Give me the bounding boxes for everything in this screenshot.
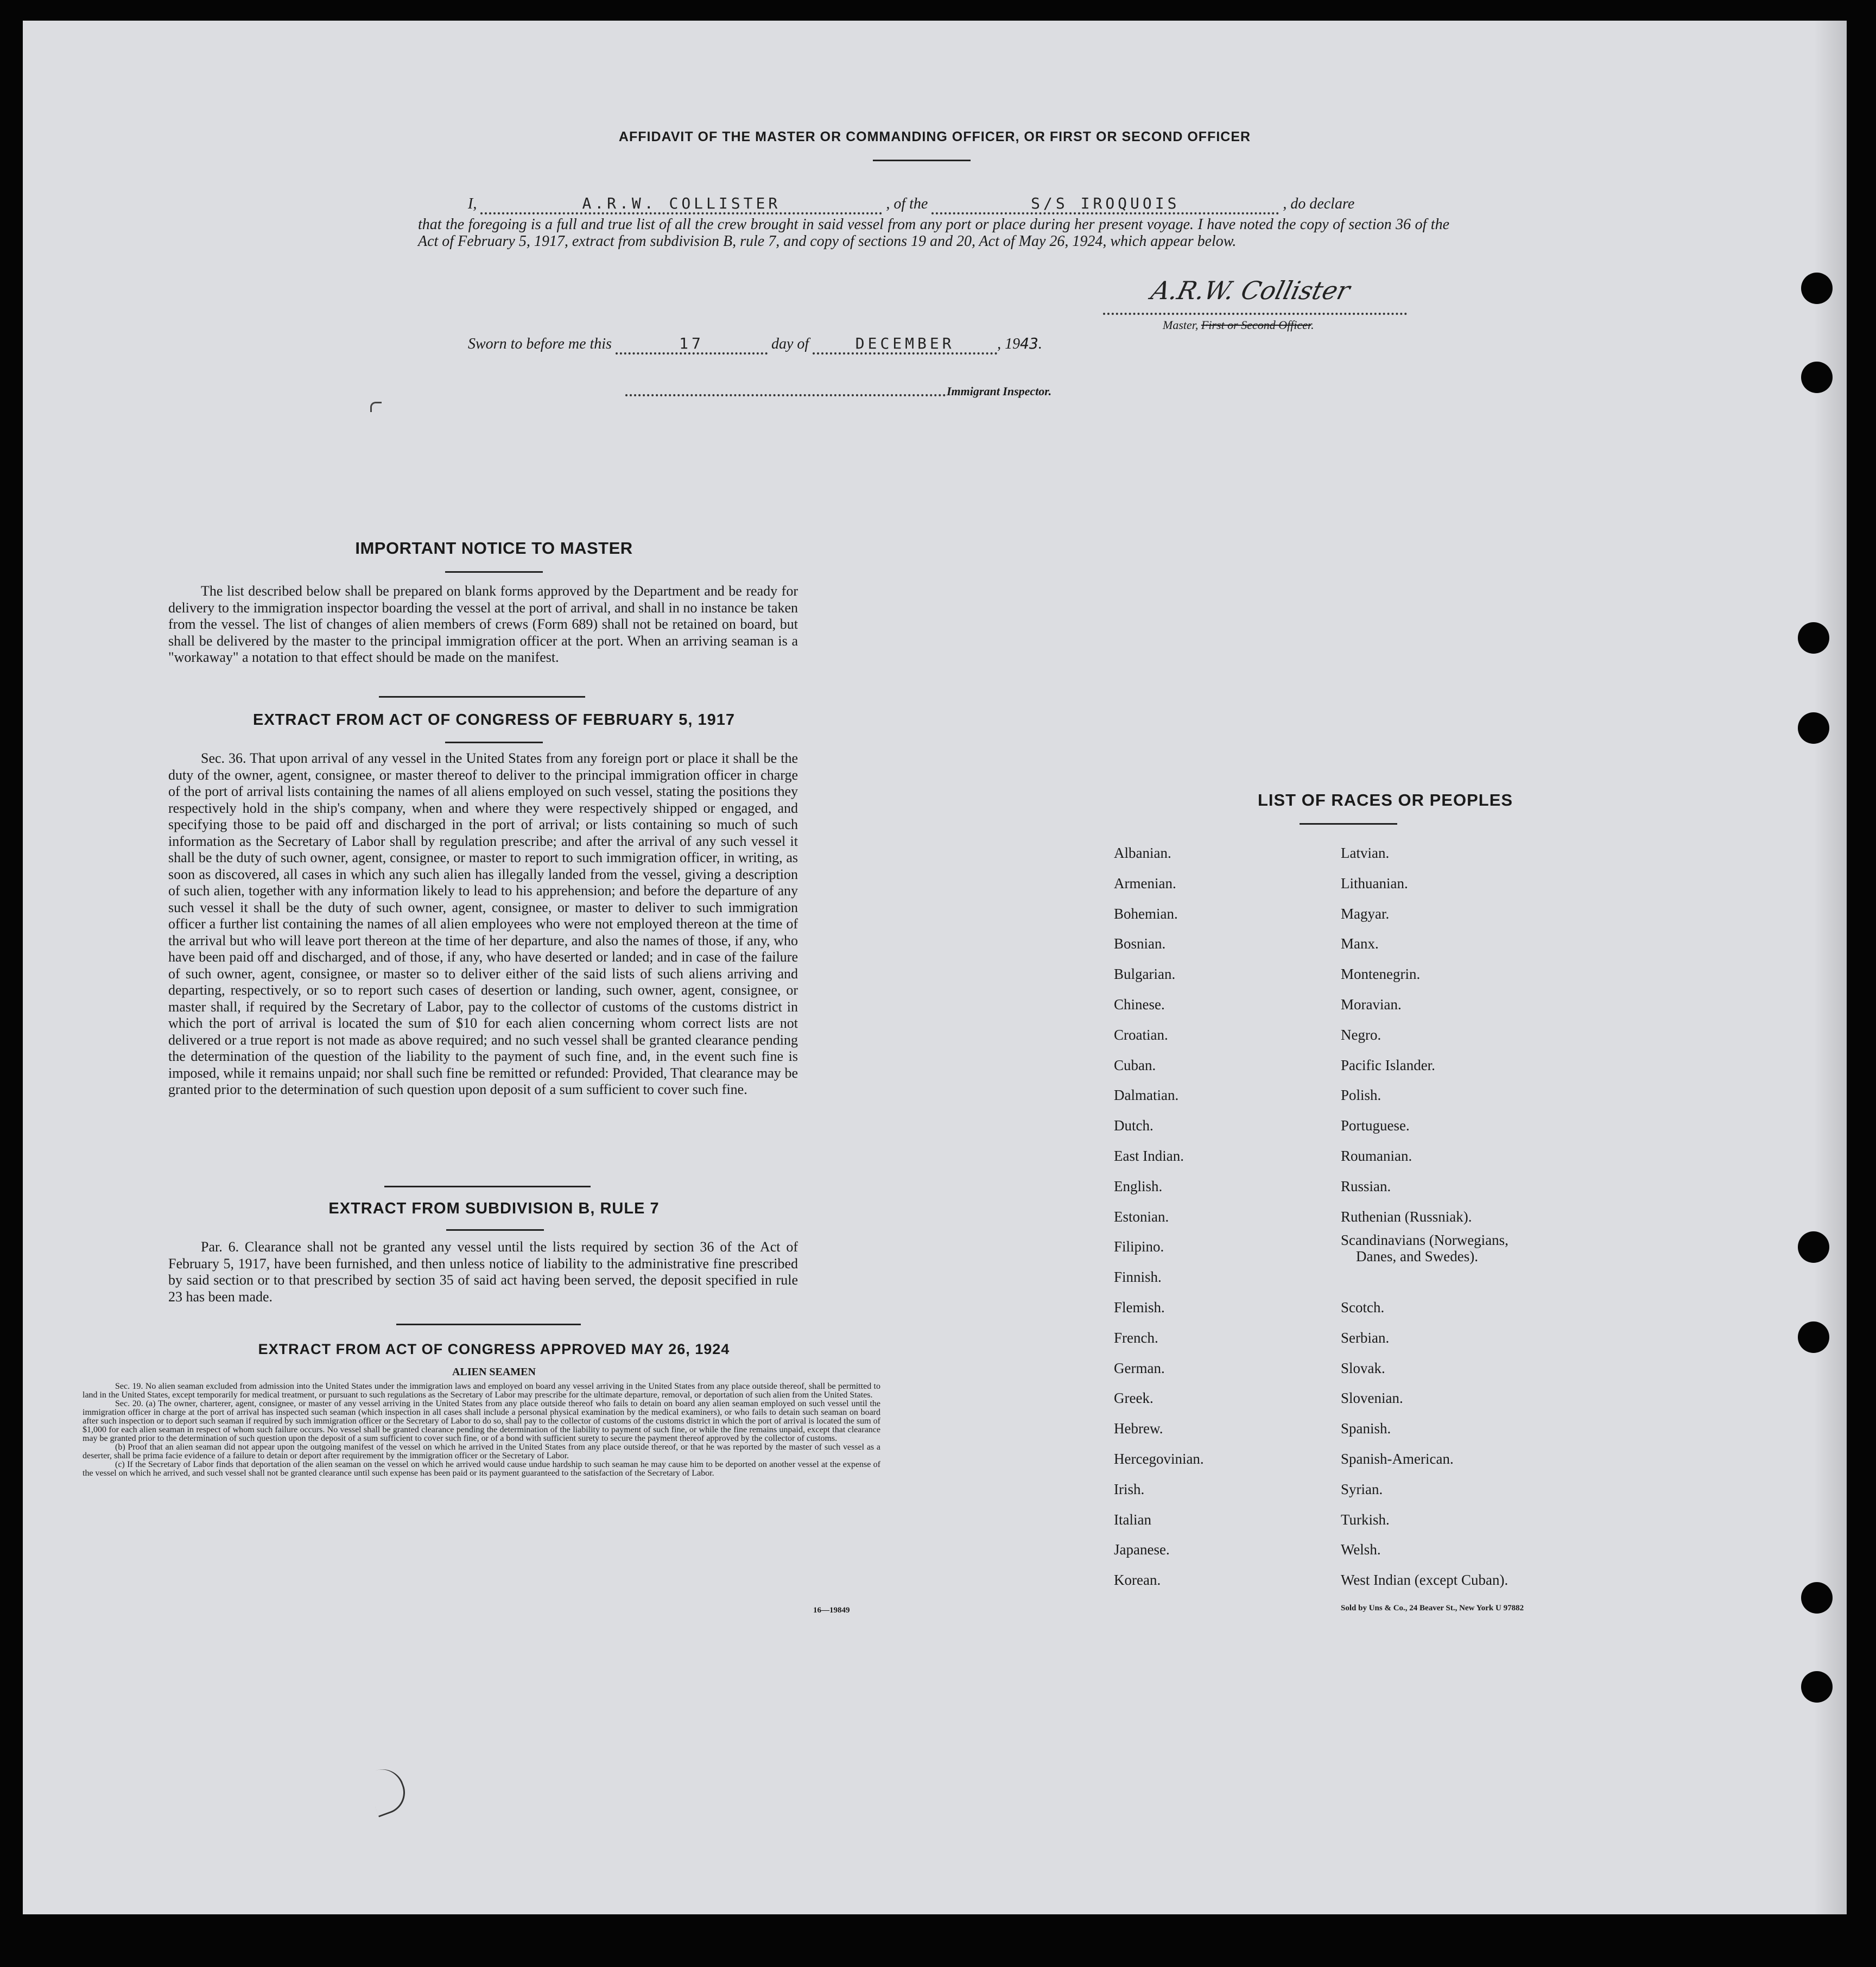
- race-item: Lithuanian.: [1341, 875, 1408, 891]
- race-item: Hebrew.: [1114, 1420, 1163, 1437]
- race-item: Finnish.: [1114, 1269, 1162, 1286]
- scan-mark: [370, 402, 382, 412]
- races-left-column: [1114, 838, 1320, 1596]
- races-title: LIST OF RACES OR PEOPLES: [1257, 790, 1513, 809]
- race-item: Dalmatian.: [1114, 1087, 1179, 1104]
- race-item: Bohemian.: [1114, 905, 1178, 922]
- notice-end-rule: [379, 696, 585, 698]
- signature-dotted-line: [1103, 313, 1407, 315]
- day-of-label: day of: [771, 336, 809, 352]
- race-item: Hercegovinian.: [1114, 1450, 1204, 1467]
- year-end: .: [1038, 336, 1042, 352]
- punch-hole: [1801, 1671, 1833, 1703]
- sec-20c-text: (c) If the Secretary of Labor finds that deportation of the alien seaman on the vessel on which he arrived would cause undue hardship to such seaman he may cause him to be deported on another vessel at the expense of the vessel on which he arrived, and such vessel shall not be granted clearance until such expense has been paid or its payment guaranteed to the satisfaction of the Secretary of Labor.: [83, 1460, 880, 1478]
- race-item: Croatian.: [1114, 1026, 1168, 1043]
- race-item: Serbian.: [1341, 1329, 1390, 1346]
- race-item: Spanish.: [1341, 1420, 1391, 1437]
- signature-caption: [1163, 318, 1314, 332]
- sec-20a-text: Sec. 20. (a) The owner, charterer, agent, consignee, or master of any vessel arriving in the United States from any place outside thereof who fails to detain on board any alien seaman employed on such vessel until the immigration officer in charge at the port of arrival has inspected such seaman (which inspection in all cases shall include a personal physical examination by the medical examiners), or who fails to detain such seaman on board after such inspection or to deport such seaman if required by such immigration officer or the Secretary of Labor to do so, shall pay to the collector of customs of the customs district in which the port of arrival is located the sum of $1,000 for each alien seaman in respect of whom such failure occurs. No vessel shall be granted clearance pending the determination of the liability to payment of such fine, or while the fine remains unpaid, except that clearance may be granted prior to the determination of such question upon the deposit of a sum sufficient to cover such fine, or of a bond with sufficient surety to secure the payment thereof approved by the collector of customs.: [83, 1399, 880, 1443]
- race-item: Korean.: [1114, 1572, 1161, 1589]
- race-item: Italian: [1114, 1511, 1151, 1528]
- signature-caption-end: .: [1311, 318, 1314, 332]
- race-item: English.: [1114, 1178, 1163, 1194]
- sec-19-text: Sec. 19. No alien seaman excluded from admission into the United States under the immigration laws and employed on board any vessel arriving in the United States from any place outside thereof, shall be permitted to land in the United States, except temporarily for medical treatment, or pursuant to such regulations as the Secretary of Labor may prescribe for the ultimate departure, removal, or deportation of such alien from the United States.: [83, 1382, 880, 1400]
- punch-hole: [1798, 622, 1829, 654]
- race-item: Polish.: [1341, 1087, 1381, 1104]
- punch-hole: [1798, 712, 1829, 744]
- extract-1917-end-rule: [384, 1186, 591, 1187]
- race-item: Portuguese.: [1341, 1117, 1410, 1134]
- scan-squiggle: [364, 1763, 411, 1818]
- race-item: Slovenian.: [1341, 1390, 1403, 1407]
- form-number: 16—19849: [813, 1606, 850, 1615]
- race-item: Moravian.: [1341, 996, 1402, 1013]
- races-right-column: [1341, 838, 1645, 1596]
- race-item: Estonian.: [1114, 1208, 1169, 1225]
- sworn-day-field[interactable]: 17: [616, 334, 768, 355]
- notice-title-rule: [445, 571, 543, 573]
- master-signature: A.R.W. Collister: [1148, 276, 1353, 305]
- subdivision-b-title-rule: [446, 1229, 544, 1231]
- race-item: Russian.: [1341, 1178, 1391, 1194]
- master-name-field[interactable]: A.R.W. COLLISTER: [480, 194, 882, 214]
- notice-title: IMPORTANT NOTICE TO MASTER: [355, 539, 633, 558]
- race-item: Spanish-American.: [1341, 1450, 1454, 1467]
- race-item: Greek.: [1114, 1390, 1154, 1407]
- inspector-caption: Immigrant Inspector.: [947, 384, 1052, 398]
- notice-text: The list described below shall be prepared on blank forms approved by the Department and be ready for delivery to the immigration inspector boarding the vessel at the port of arrival, and shall in no instance be taken from the vessel. The list of changes of alien members of crews (Form 689) shall not be retained on board, but shall be delivered by the master to the principal immigration officer at the port. When an arriving seaman is a "workaway" a notation to that effect should be made on the manifest.: [168, 583, 798, 665]
- subdivision-b-end-rule: [396, 1324, 581, 1325]
- races-title-rule: [1300, 823, 1397, 825]
- extract-1917-text: Sec. 36. That upon arrival of any vessel in the United States from any foreign port or place it shall be the duty of the owner, agent, consignee, or master thereof to deliver to the principal immigration officer in charge of the port of arrival lists containing the names of all aliens employed on such vessel, stating the positions they respectively hold in the ship's company, when and where they were respectively shipped or engaged, and specifying those to be paid off and discharged in the port of arrival; or lists containing so much of such information as the Secretary of Labor shall by regulation prescribe; and after the arrival of any such vessel it shall be the duty of such owner, agent, consignee, or master to report to such immigration officer, in writing, as soon as discovered, all cases in which any such alien has illegally landed from the vessel, giving a description of such alien, together with any information likely to lead to his apprehension; and before the departure of any such vessel it shall be the duty of such owner, agent, consignee, or master to deliver to such immigration officer a further list containing the names of all alien employees who were not employed thereon at the time of the arrival but who will leave port thereon at the time of her departure, and also the names of those, if any, who have been paid off and discharged, and of those, if any, who have deserted or landed; and in case of the failure of such owner, agent, consignee, or master so to deliver either of the said lists of such aliens arriving and departing, respectively, or so to report such cases of desertion or landing, such owner, agent, consignee, or master shall, if required by the Secretary of Labor, pay to the collector of customs of the customs district in which the port of arrival is located the sum of $10 for each alien concerning whom correct lists are not delivered or a true report is not made as above required; and no such vessel shall be granted clearance pending the determination of the question of the liability to the payment of such fine, and, in the event such fine is imposed, while it remains unpaid; nor shall such fine be remitted or refunded: Provided, That clearance may be granted prior to the determination of such question upon deposit of a sum sufficient to cover such fine.: [168, 750, 798, 1097]
- punch-hole: [1798, 1231, 1829, 1263]
- race-item: West Indian (except Cuban).: [1341, 1572, 1509, 1589]
- race-item: French.: [1114, 1329, 1158, 1346]
- extract-1924-body: [83, 1382, 880, 1478]
- race-item: Latvian.: [1341, 845, 1390, 861]
- sold-by-imprint: Sold by Uns & Co., 24 Beaver St., New York U 97882: [1341, 1604, 1524, 1612]
- extract-1924-title: EXTRACT FROM ACT OF CONGRESS APPROVED MAY 26, 1924: [258, 1341, 730, 1357]
- race-item: Manx.: [1341, 935, 1379, 952]
- race-item: Ruthenian (Russniak).: [1341, 1208, 1472, 1225]
- race-item: Slovak.: [1341, 1359, 1385, 1376]
- race-item: Magyar.: [1341, 905, 1390, 922]
- sworn-year-field[interactable]: 43: [1020, 334, 1038, 352]
- punch-hole: [1801, 273, 1833, 304]
- race-item: Japanese.: [1114, 1541, 1170, 1558]
- right-edge-shadow: [1814, 21, 1847, 1914]
- punch-hole: [1801, 1582, 1833, 1614]
- race-item: German.: [1114, 1359, 1165, 1376]
- subdivision-b-title: EXTRACT FROM SUBDIVISION B, RULE 7: [328, 1200, 660, 1217]
- race-item: Pacific Islander.: [1341, 1057, 1435, 1073]
- race-item: Filipino.: [1114, 1238, 1164, 1255]
- race-item: Danes, and Swedes).: [1356, 1248, 1478, 1265]
- race-item: Roumanian.: [1341, 1147, 1412, 1164]
- extract-1917-title-rule: [445, 742, 543, 743]
- sec-20b-text: (b) Proof that an alien seaman did not appear upon the outgoing manifest of the vessel on which he arrived in the United States from any place outside thereof, or that he was reported by the master of such vessel as a deserter, shall be prima facie evidence of a failure to detain or deport after requirement by the immigration officer or the Secretary of Labor.: [83, 1443, 880, 1460]
- punch-hole: [1801, 362, 1833, 393]
- affidavit-title: AFFIDAVIT OF THE MASTER OR COMMANDING OFFICER, OR FIRST OR SECOND OFFICER: [618, 129, 1251, 144]
- race-item: Negro.: [1341, 1026, 1381, 1043]
- punch-hole: [1798, 1321, 1829, 1353]
- race-item: Flemish.: [1114, 1299, 1165, 1315]
- affidavit-title-rule: [873, 160, 971, 161]
- alien-seamen-subtitle: ALIEN SEAMEN: [452, 1366, 536, 1378]
- document-sheet: [23, 21, 1847, 1914]
- race-item: Turkish.: [1341, 1511, 1390, 1528]
- extract-1917-title: EXTRACT FROM ACT OF CONGRESS OF FEBRUARY 5, 1917: [252, 711, 736, 729]
- do-declare-label: , do declare: [1283, 195, 1355, 212]
- race-item: Welsh.: [1341, 1541, 1381, 1558]
- of-the-label: , of the: [886, 195, 928, 212]
- sworn-month-field[interactable]: DECEMBER: [813, 334, 997, 355]
- subdivision-b-text: Par. 6. Clearance shall not be granted any vessel until the lists required by section 36 of the Act of February 5, 1917, have been furnished, and then unless notice of liability to the administrative fine prescribed by said section or to that prescribed by section 35 of said act having been served, the deposit specified in rule 23 has been made.: [168, 1239, 798, 1305]
- race-item: Scotch.: [1341, 1299, 1385, 1315]
- race-item: Syrian.: [1341, 1481, 1383, 1497]
- vessel-name-field[interactable]: S/S IROQUOIS: [931, 194, 1279, 214]
- signature-caption-struck: First or Second Officer: [1201, 318, 1311, 332]
- signature-caption-master: Master,: [1163, 318, 1199, 332]
- race-item: Chinese.: [1114, 996, 1165, 1013]
- race-item: Montenegrin.: [1341, 966, 1421, 983]
- race-item: Armenian.: [1114, 875, 1176, 891]
- race-item: Scandinavians (Norwegians,: [1341, 1232, 1509, 1249]
- affidavit-i: I,: [468, 195, 477, 212]
- sworn-line: [468, 334, 1042, 355]
- affidavit-line1: [468, 194, 1456, 214]
- sworn-prefix: Sworn to before me this: [468, 336, 612, 352]
- inspector-dotted-line: [625, 394, 946, 396]
- race-item: Albanian.: [1114, 845, 1171, 861]
- race-item: Irish.: [1114, 1481, 1145, 1497]
- race-item: Bosnian.: [1114, 935, 1166, 952]
- race-item: East Indian.: [1114, 1147, 1184, 1164]
- race-item: Bulgarian.: [1114, 966, 1176, 983]
- affidavit-body: that the foregoing is a full and true list of all the crew brought in said vessel from any port or place during her present voyage. I have noted the copy of section 36 of the Act of February 5, 1917, extract from subdivision B, rule 7, and copy of sections 19 and 20, Act of May 26, 1924, which appear below.: [418, 216, 1449, 250]
- year-prefix: , 19: [997, 336, 1021, 352]
- race-item: Cuban.: [1114, 1057, 1156, 1073]
- race-item: Dutch.: [1114, 1117, 1154, 1134]
